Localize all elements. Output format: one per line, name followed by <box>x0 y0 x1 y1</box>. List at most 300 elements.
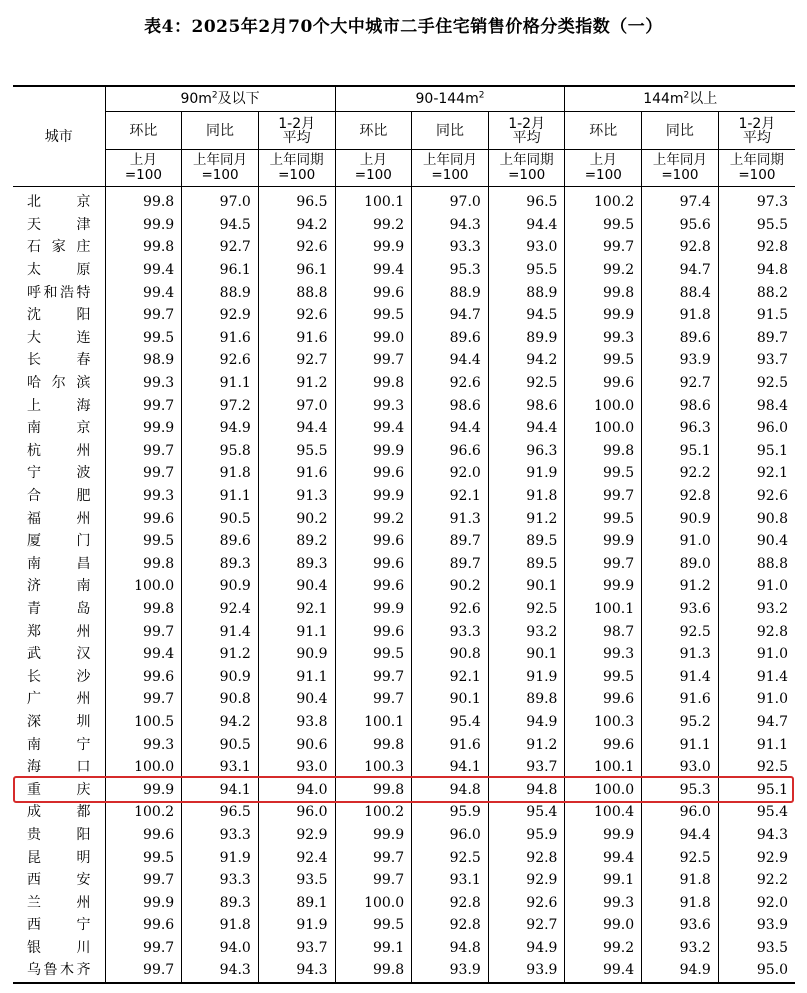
value-cell: 96.6 <box>412 440 489 463</box>
value-cell: 99.7 <box>105 959 182 983</box>
value-cell: 99.6 <box>335 530 412 553</box>
value-cell: 88.9 <box>488 281 565 304</box>
value-cell: 90.1 <box>412 688 489 711</box>
value-cell: 94.3 <box>756 826 788 843</box>
value-cell: 89.9 <box>488 327 565 350</box>
value-cell: 100.0 <box>335 891 412 914</box>
table-row <box>13 620 795 643</box>
value-cell: 99.7 <box>105 869 182 892</box>
value-cell: 94.2 <box>258 214 335 237</box>
table-row <box>13 937 795 960</box>
value-cell: 91.9 <box>182 846 259 869</box>
city-cell: 石 家 庄 <box>13 236 105 259</box>
value-cell: 99.8 <box>105 236 182 259</box>
value-cell: 99.7 <box>565 236 642 259</box>
table-row <box>13 869 795 892</box>
value-cell: 95.9 <box>488 824 565 847</box>
value-cell: 91.9 <box>488 462 565 485</box>
value-cell: 99.2 <box>565 937 642 960</box>
value-cell: 93.9 <box>488 959 565 983</box>
value-cell: 99.3 <box>105 372 182 395</box>
value-cell: 94.9 <box>488 937 565 960</box>
city-cell: 天 津 <box>13 214 105 237</box>
table-row <box>13 462 795 485</box>
value-cell: 99.7 <box>105 440 182 463</box>
base-header: 上年同月 =100 <box>642 150 719 187</box>
value-cell: 99.9 <box>565 824 642 847</box>
value-cell: 92.6 <box>258 304 335 327</box>
value-cell: 96.5 <box>488 187 565 214</box>
value-cell: 95.3 <box>642 778 719 801</box>
value-cell: 94.4 <box>412 349 489 372</box>
value-cell: 96.1 <box>258 259 335 282</box>
value-cell: 99.5 <box>565 665 642 688</box>
value-cell: 90.8 <box>756 510 788 527</box>
value-cell: 99.8 <box>565 281 642 304</box>
value-cell: 95.4 <box>488 801 565 824</box>
value-cell: 99.5 <box>565 349 642 372</box>
value-cell: 99.4 <box>565 846 642 869</box>
value-cell: 94.4 <box>258 417 335 440</box>
value-cell: 96.0 <box>756 420 788 437</box>
table-row <box>13 846 795 869</box>
value-cell: 99.6 <box>105 507 182 530</box>
value-cell: 99.6 <box>565 688 642 711</box>
city-cell: 济 南 <box>13 575 105 598</box>
value-cell: 94.8 <box>412 937 489 960</box>
table-row <box>13 304 795 327</box>
table-row <box>13 598 795 621</box>
value-cell: 89.7 <box>412 530 489 553</box>
value-cell: 99.5 <box>565 507 642 530</box>
value-cell: 99.8 <box>105 187 182 214</box>
city-cell: 深 圳 <box>13 711 105 734</box>
value-cell: 99.9 <box>335 485 412 508</box>
value-cell: 99.9 <box>565 304 642 327</box>
value-cell: 93.8 <box>258 711 335 734</box>
value-cell: 91.1 <box>258 620 335 643</box>
value-cell: 99.9 <box>335 236 412 259</box>
highlight-box <box>13 776 794 803</box>
value-cell: 100.0 <box>565 394 642 417</box>
value-cell: 90.2 <box>258 507 335 530</box>
value-cell: 93.3 <box>412 620 489 643</box>
value-cell: 96.0 <box>412 824 489 847</box>
value-cell: 92.8 <box>756 239 788 256</box>
value-cell: 91.6 <box>642 688 719 711</box>
value-cell: 92.1 <box>756 465 788 482</box>
value-cell: 94.8 <box>756 262 788 279</box>
value-cell: 92.6 <box>756 488 788 505</box>
table-row <box>13 236 795 259</box>
city-cell: 贵 阳 <box>13 824 105 847</box>
value-cell: 90.5 <box>182 507 259 530</box>
value-cell: 99.7 <box>335 846 412 869</box>
value-cell: 94.9 <box>488 711 565 734</box>
table-body <box>13 187 795 983</box>
value-cell: 92.8 <box>756 623 788 640</box>
value-cell: 97.0 <box>412 187 489 214</box>
value-cell: 98.6 <box>488 394 565 417</box>
value-cell: 100.0 <box>105 756 182 779</box>
value-cell: 94.1 <box>182 778 259 801</box>
value-cell: 99.6 <box>105 914 182 937</box>
city-cell: 合 肥 <box>13 485 105 508</box>
value-cell: 89.3 <box>182 553 259 576</box>
city-cell: 广 州 <box>13 688 105 711</box>
value-cell: 90.4 <box>756 533 788 550</box>
value-cell: 94.2 <box>182 711 259 734</box>
sub-header: 同比 <box>182 112 259 150</box>
value-cell: 93.1 <box>412 869 489 892</box>
value-cell: 90.9 <box>182 665 259 688</box>
value-cell: 99.4 <box>105 281 182 304</box>
value-cell: 94.2 <box>488 349 565 372</box>
table-row <box>13 485 795 508</box>
value-cell: 93.0 <box>488 236 565 259</box>
value-cell: 90.4 <box>258 688 335 711</box>
value-cell: 93.7 <box>258 937 335 960</box>
value-cell: 99.7 <box>105 394 182 417</box>
value-cell: 99.4 <box>335 259 412 282</box>
value-cell: 92.5 <box>756 759 788 776</box>
value-cell: 93.2 <box>756 600 788 617</box>
table-row <box>13 643 795 666</box>
value-cell: 95.5 <box>488 259 565 282</box>
city-cell: 郑 州 <box>13 620 105 643</box>
value-cell: 92.1 <box>258 598 335 621</box>
table-row <box>13 824 795 847</box>
value-cell: 93.9 <box>412 959 489 983</box>
sub-header: 1-2月 平均 <box>488 112 565 150</box>
value-cell: 94.4 <box>488 417 565 440</box>
value-cell: 89.3 <box>182 891 259 914</box>
value-cell: 91.0 <box>756 578 788 595</box>
value-cell: 95.1 <box>756 781 788 798</box>
city-cell: 厦 门 <box>13 530 105 553</box>
value-cell: 99.9 <box>105 214 182 237</box>
value-cell: 99.7 <box>105 688 182 711</box>
value-cell: 96.1 <box>182 259 259 282</box>
value-cell: 97.2 <box>182 394 259 417</box>
table-row <box>13 530 795 553</box>
value-cell: 90.2 <box>412 575 489 598</box>
value-cell: 99.6 <box>335 575 412 598</box>
value-cell: 92.1 <box>412 665 489 688</box>
value-cell: 92.6 <box>488 891 565 914</box>
value-cell: 88.9 <box>412 281 489 304</box>
value-cell: 99.8 <box>335 959 412 983</box>
value-cell: 99.9 <box>335 440 412 463</box>
value-cell: 95.5 <box>258 440 335 463</box>
value-cell: 94.8 <box>488 778 565 801</box>
value-cell: 92.8 <box>412 914 489 937</box>
value-cell: 99.9 <box>565 530 642 553</box>
value-cell: 99.7 <box>105 937 182 960</box>
value-cell: 94.3 <box>412 214 489 237</box>
value-cell: 90.9 <box>182 575 259 598</box>
base-header: 上月 =100 <box>335 150 412 187</box>
value-cell: 89.1 <box>258 891 335 914</box>
value-cell: 99.6 <box>565 733 642 756</box>
sub-header: 同比 <box>642 112 719 150</box>
value-cell: 99.0 <box>335 327 412 350</box>
value-cell: 92.6 <box>412 372 489 395</box>
value-cell: 91.3 <box>412 507 489 530</box>
value-cell: 94.4 <box>488 214 565 237</box>
value-cell: 96.0 <box>642 801 719 824</box>
value-cell: 90.6 <box>258 733 335 756</box>
value-cell: 92.7 <box>642 372 719 395</box>
value-cell: 94.0 <box>182 937 259 960</box>
value-cell: 100.2 <box>105 801 182 824</box>
table-row <box>13 281 795 304</box>
sub-header: 1-2月 平均 <box>258 112 335 150</box>
value-cell: 93.6 <box>642 914 719 937</box>
base-header: 上年同期 =100 <box>718 150 795 187</box>
value-cell: 94.4 <box>642 824 719 847</box>
city-cell: 兰 州 <box>13 891 105 914</box>
city-cell: 西 安 <box>13 869 105 892</box>
table-row <box>13 711 795 734</box>
value-cell: 93.5 <box>756 939 788 956</box>
value-cell: 89.7 <box>412 553 489 576</box>
value-cell: 91.6 <box>258 327 335 350</box>
value-cell: 99.7 <box>565 485 642 508</box>
value-cell: 91.4 <box>756 668 788 685</box>
value-cell: 91.3 <box>258 485 335 508</box>
sub-header: 环比 <box>565 112 642 150</box>
value-cell: 99.9 <box>105 778 182 801</box>
value-cell: 91.1 <box>182 372 259 395</box>
value-cell: 94.4 <box>412 417 489 440</box>
value-cell: 100.4 <box>565 801 642 824</box>
value-cell: 89.6 <box>182 530 259 553</box>
table-row <box>13 417 795 440</box>
value-cell: 99.5 <box>105 530 182 553</box>
value-cell: 95.4 <box>412 711 489 734</box>
table-row <box>13 372 795 395</box>
city-cell: 重 庆 <box>13 778 105 801</box>
value-cell: 91.2 <box>488 507 565 530</box>
value-cell: 90.1 <box>488 575 565 598</box>
value-cell: 97.0 <box>258 394 335 417</box>
value-cell: 89.6 <box>412 327 489 350</box>
city-cell: 海 口 <box>13 756 105 779</box>
value-cell: 93.5 <box>258 869 335 892</box>
city-cell: 银 川 <box>13 937 105 960</box>
city-cell: 上 海 <box>13 394 105 417</box>
value-cell: 94.3 <box>258 959 335 983</box>
value-cell: 89.5 <box>488 553 565 576</box>
value-cell: 100.3 <box>335 756 412 779</box>
table-row <box>13 507 795 530</box>
value-cell: 91.8 <box>642 304 719 327</box>
value-cell: 90.8 <box>182 688 259 711</box>
value-cell: 88.2 <box>756 284 788 301</box>
value-cell: 95.1 <box>756 442 788 459</box>
value-cell: 91.2 <box>182 643 259 666</box>
value-cell: 92.7 <box>182 236 259 259</box>
price-index-table <box>13 85 795 984</box>
value-cell: 96.0 <box>258 801 335 824</box>
city-cell: 乌鲁木齐 <box>13 959 105 983</box>
value-cell: 91.6 <box>258 462 335 485</box>
base-header: 上年同期 =100 <box>488 150 565 187</box>
city-cell: 南 京 <box>13 417 105 440</box>
table-row <box>13 349 795 372</box>
sub-header: 同比 <box>412 112 489 150</box>
value-cell: 93.9 <box>756 917 788 934</box>
city-cell: 青 岛 <box>13 598 105 621</box>
value-cell: 92.1 <box>412 485 489 508</box>
value-cell: 99.8 <box>335 778 412 801</box>
sub-header: 1-2月 平均 <box>718 112 795 150</box>
value-cell: 92.2 <box>756 872 788 889</box>
base-header: 上月 =100 <box>565 150 642 187</box>
value-cell: 95.6 <box>642 214 719 237</box>
value-cell: 90.4 <box>258 575 335 598</box>
value-cell: 91.2 <box>488 733 565 756</box>
value-cell: 99.5 <box>335 914 412 937</box>
value-cell: 99.7 <box>105 304 182 327</box>
value-cell: 99.5 <box>335 643 412 666</box>
table-row <box>13 440 795 463</box>
value-cell: 99.7 <box>105 462 182 485</box>
city-cell: 成 都 <box>13 801 105 824</box>
value-cell: 93.6 <box>642 598 719 621</box>
value-cell: 99.5 <box>105 327 182 350</box>
value-cell: 95.4 <box>756 804 788 821</box>
value-cell: 96.3 <box>488 440 565 463</box>
table-row <box>13 214 795 237</box>
value-cell: 99.3 <box>565 891 642 914</box>
value-cell: 99.0 <box>565 914 642 937</box>
value-cell: 94.0 <box>258 778 335 801</box>
sub-header: 环比 <box>335 112 412 150</box>
value-cell: 90.8 <box>412 643 489 666</box>
value-cell: 92.5 <box>488 372 565 395</box>
group-header-small: $90m^2$及以下 <box>105 86 335 112</box>
value-cell: 99.3 <box>565 327 642 350</box>
value-cell: 88.4 <box>642 281 719 304</box>
value-cell: 89.0 <box>642 553 719 576</box>
value-cell: 95.5 <box>756 216 788 233</box>
value-cell: 91.0 <box>756 691 788 708</box>
value-cell: 93.2 <box>488 620 565 643</box>
value-cell: 98.7 <box>565 620 642 643</box>
value-cell: 93.7 <box>488 756 565 779</box>
value-cell: 91.4 <box>182 620 259 643</box>
value-cell: 91.1 <box>756 736 788 753</box>
value-cell: 95.8 <box>182 440 259 463</box>
value-cell: 100.2 <box>335 801 412 824</box>
value-cell: 91.0 <box>756 646 788 663</box>
value-cell: 100.0 <box>565 778 642 801</box>
value-cell: 93.3 <box>412 236 489 259</box>
table-row <box>13 259 795 282</box>
value-cell: 100.5 <box>105 711 182 734</box>
city-cell: 杭 州 <box>13 440 105 463</box>
value-cell: 91.1 <box>642 733 719 756</box>
value-cell: 90.9 <box>258 643 335 666</box>
value-cell: 97.3 <box>756 194 788 211</box>
city-cell: 武 汉 <box>13 643 105 666</box>
value-cell: 100.1 <box>335 711 412 734</box>
value-cell: 99.9 <box>565 575 642 598</box>
value-cell: 98.9 <box>105 349 182 372</box>
value-cell: 91.2 <box>258 372 335 395</box>
value-cell: 97.4 <box>642 187 719 214</box>
value-cell: 99.7 <box>335 349 412 372</box>
value-cell: 93.0 <box>642 756 719 779</box>
value-cell: 95.3 <box>412 259 489 282</box>
value-cell: 99.5 <box>105 846 182 869</box>
value-cell: 99.9 <box>335 824 412 847</box>
value-cell: 91.8 <box>642 891 719 914</box>
table-row <box>13 327 795 350</box>
value-cell: 99.5 <box>565 462 642 485</box>
base-header: 上月 =100 <box>105 150 182 187</box>
group-header-medium: $90-144m^2$ <box>335 86 565 112</box>
city-cell: 昆 明 <box>13 846 105 869</box>
group-header-large: $144m^2$以上 <box>565 86 795 112</box>
value-cell: 99.8 <box>335 733 412 756</box>
value-cell: 92.7 <box>258 349 335 372</box>
value-cell: 98.6 <box>412 394 489 417</box>
city-cell: 哈 尔 滨 <box>13 372 105 395</box>
value-cell: 94.8 <box>412 778 489 801</box>
value-cell: 99.5 <box>565 214 642 237</box>
value-cell: 99.4 <box>105 259 182 282</box>
city-cell: 南 昌 <box>13 553 105 576</box>
value-cell: 99.1 <box>565 869 642 892</box>
value-cell: 99.6 <box>335 281 412 304</box>
value-cell: 100.3 <box>565 711 642 734</box>
value-cell: 92.9 <box>182 304 259 327</box>
value-cell: 99.9 <box>105 417 182 440</box>
table-header <box>13 86 795 187</box>
value-cell: 99.2 <box>335 214 412 237</box>
value-cell: 91.1 <box>182 485 259 508</box>
value-cell: 92.8 <box>642 485 719 508</box>
value-cell: 99.7 <box>565 553 642 576</box>
value-cell: 91.5 <box>756 307 788 324</box>
base-header: 上年同期 =100 <box>258 150 335 187</box>
city-cell: 宁 波 <box>13 462 105 485</box>
sub-header: 环比 <box>105 112 182 150</box>
city-cell: 长 春 <box>13 349 105 372</box>
value-cell: 90.1 <box>488 643 565 666</box>
value-cell: 99.4 <box>105 643 182 666</box>
value-cell: 89.8 <box>488 688 565 711</box>
value-cell: 99.2 <box>335 507 412 530</box>
value-cell: 89.5 <box>488 530 565 553</box>
value-cell: 99.6 <box>335 620 412 643</box>
value-cell: 92.6 <box>182 349 259 372</box>
table-title: 表4：2025年2月70个大中城市二手住宅销售价格分类指数（一） <box>144 17 663 37</box>
city-cell: 沈 阳 <box>13 304 105 327</box>
value-cell: 93.7 <box>756 352 788 369</box>
table-row <box>13 187 795 214</box>
value-cell: 91.2 <box>642 575 719 598</box>
value-cell: 99.7 <box>105 620 182 643</box>
value-cell: 97.0 <box>182 187 259 214</box>
value-cell: 92.5 <box>488 598 565 621</box>
value-cell: 93.2 <box>642 937 719 960</box>
base-header: 上年同月 =100 <box>412 150 489 187</box>
value-cell: 92.8 <box>412 891 489 914</box>
